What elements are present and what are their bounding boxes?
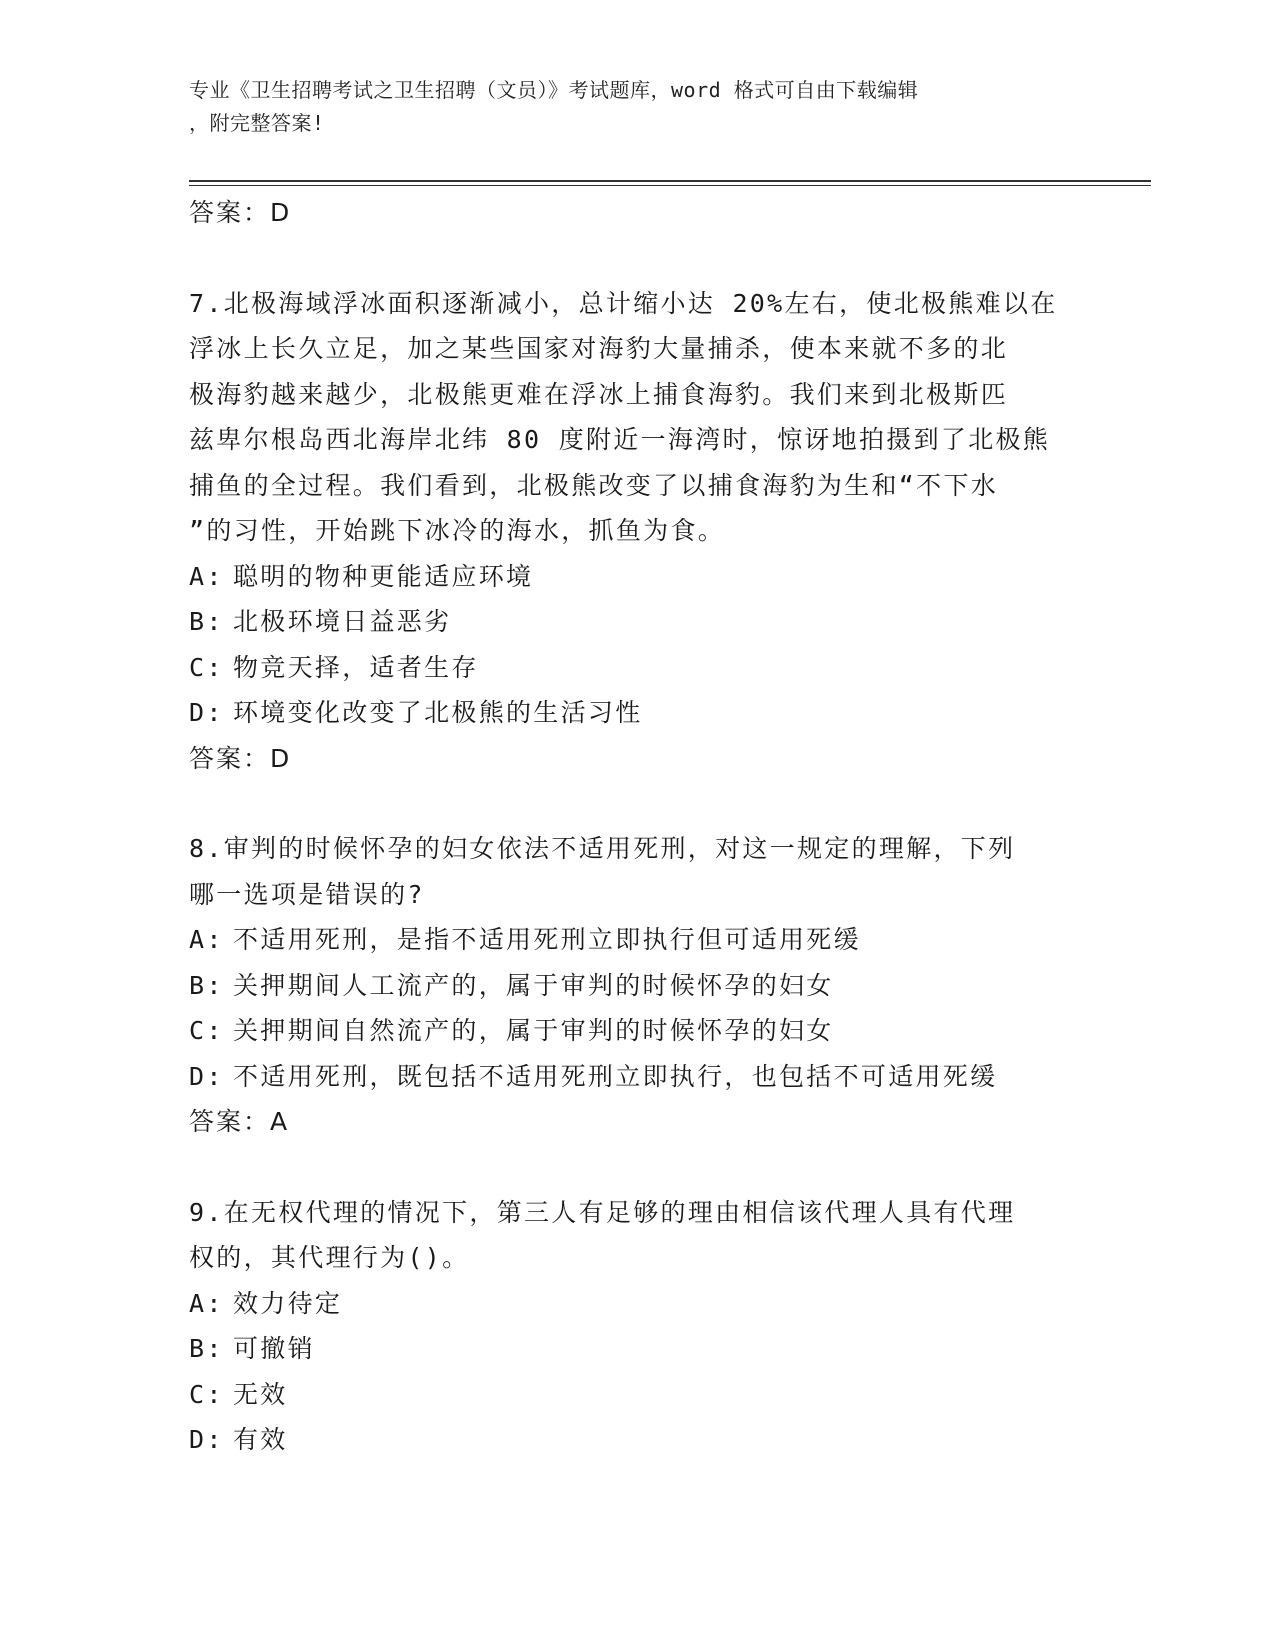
question-text-line: 兹卑尔根岛西北海岸北纬 80 度附近一海湾时，惊讶地拍摄到了北极熊 bbox=[189, 425, 1051, 454]
question-8 bbox=[189, 826, 1089, 1145]
option-a bbox=[189, 917, 1089, 963]
option-b bbox=[189, 599, 1089, 645]
option-c bbox=[189, 1008, 1089, 1054]
page-header bbox=[189, 74, 1089, 140]
option-letter: B: bbox=[189, 1334, 224, 1363]
question-9 bbox=[189, 1190, 1089, 1463]
option-d bbox=[189, 1417, 1089, 1463]
option-text: 关押期间人工流产的，属于审判的时候怀孕的妇女 bbox=[233, 970, 834, 1000]
spacer bbox=[189, 1145, 1089, 1190]
option-text: 无效 bbox=[233, 1379, 288, 1409]
option-d bbox=[189, 1054, 1089, 1100]
option-letter: A: bbox=[189, 561, 224, 591]
option-letter: C: bbox=[189, 1379, 224, 1409]
option-b bbox=[189, 1326, 1089, 1372]
option-letter: C: bbox=[189, 1016, 224, 1045]
question-text-line: 7.北极海域浮冰面积逐渐减小，总计缩小达 20%左右，使北极熊难以在 bbox=[189, 288, 1058, 318]
header-line-1: 专业《卫生招聘考试之卫生招聘（文员）》考试题库，word 格式可自由下载编辑 bbox=[189, 78, 919, 102]
header-rule-thick bbox=[189, 180, 1151, 182]
option-text: 不适用死刑，既包括不适用死刑立即执行，也包括不可适用死缓 bbox=[233, 1061, 998, 1091]
option-text: 不适用死刑，是指不适用死刑立即执行但可适用死缓 bbox=[233, 925, 861, 954]
header-rule-thin bbox=[189, 185, 1151, 186]
option-letter: B: bbox=[189, 970, 224, 1000]
spacer bbox=[189, 236, 1089, 281]
option-a bbox=[189, 1281, 1089, 1327]
question-text-line: 权的，其代理行为()。 bbox=[189, 1243, 470, 1272]
answer-line: 答案：D bbox=[189, 743, 292, 773]
option-text: 有效 bbox=[233, 1425, 288, 1454]
question-text-line: 哪一选项是错误的? bbox=[189, 879, 425, 909]
option-a bbox=[189, 554, 1089, 600]
option-text: 环境变化改变了北极熊的生活习性 bbox=[233, 698, 643, 727]
option-c bbox=[189, 1372, 1089, 1418]
option-b bbox=[189, 963, 1089, 1009]
option-letter: A: bbox=[189, 925, 224, 954]
question-text-line: 捕鱼的全过程。我们看到，北极熊改变了以捕食海豹为生和“不下水 bbox=[189, 470, 999, 500]
question-text-line: 8.审判的时候怀孕的妇女依法不适用死刑，对这一规定的理解，下列 bbox=[189, 834, 1016, 863]
question-7 bbox=[189, 281, 1089, 782]
answer-line: 答案：D bbox=[189, 198, 292, 227]
document-body bbox=[189, 190, 1089, 1463]
option-text: 聪明的物种更能适应环境 bbox=[233, 561, 534, 591]
option-letter: D: bbox=[189, 1425, 224, 1454]
option-text: 北极环境日益恶劣 bbox=[233, 607, 452, 636]
option-text: 物竞天择，适者生存 bbox=[233, 652, 479, 682]
option-text: 可撤销 bbox=[233, 1334, 315, 1363]
spacer bbox=[189, 781, 1089, 826]
question-text-line: ”的习性，开始跳下冰冷的海水，抓鱼为食。 bbox=[189, 516, 726, 545]
question-text-line: 极海豹越来越少，北极熊更难在浮冰上捕食海豹。我们来到北极斯匹 bbox=[189, 379, 1009, 409]
question-text-line: 9.在无权代理的情况下，第三人有足够的理由相信该代理人具有代理 bbox=[189, 1197, 1016, 1227]
option-text: 关押期间自然流产的，属于审判的时候怀孕的妇女 bbox=[233, 1016, 834, 1045]
option-letter: C: bbox=[189, 652, 224, 682]
option-letter: A: bbox=[189, 1288, 224, 1318]
option-letter: D: bbox=[189, 1061, 224, 1091]
answer-line: 答案：A bbox=[189, 1107, 290, 1136]
header-line-2: ，附完整答案! bbox=[189, 111, 325, 135]
option-letter: D: bbox=[189, 698, 224, 727]
option-d bbox=[189, 690, 1089, 736]
option-letter: B: bbox=[189, 607, 224, 636]
option-text: 效力待定 bbox=[233, 1288, 343, 1318]
option-c bbox=[189, 645, 1089, 691]
question-text-line: 浮冰上长久立足，加之某些国家对海豹大量捕杀，使本来就不多的北 bbox=[189, 334, 1009, 363]
